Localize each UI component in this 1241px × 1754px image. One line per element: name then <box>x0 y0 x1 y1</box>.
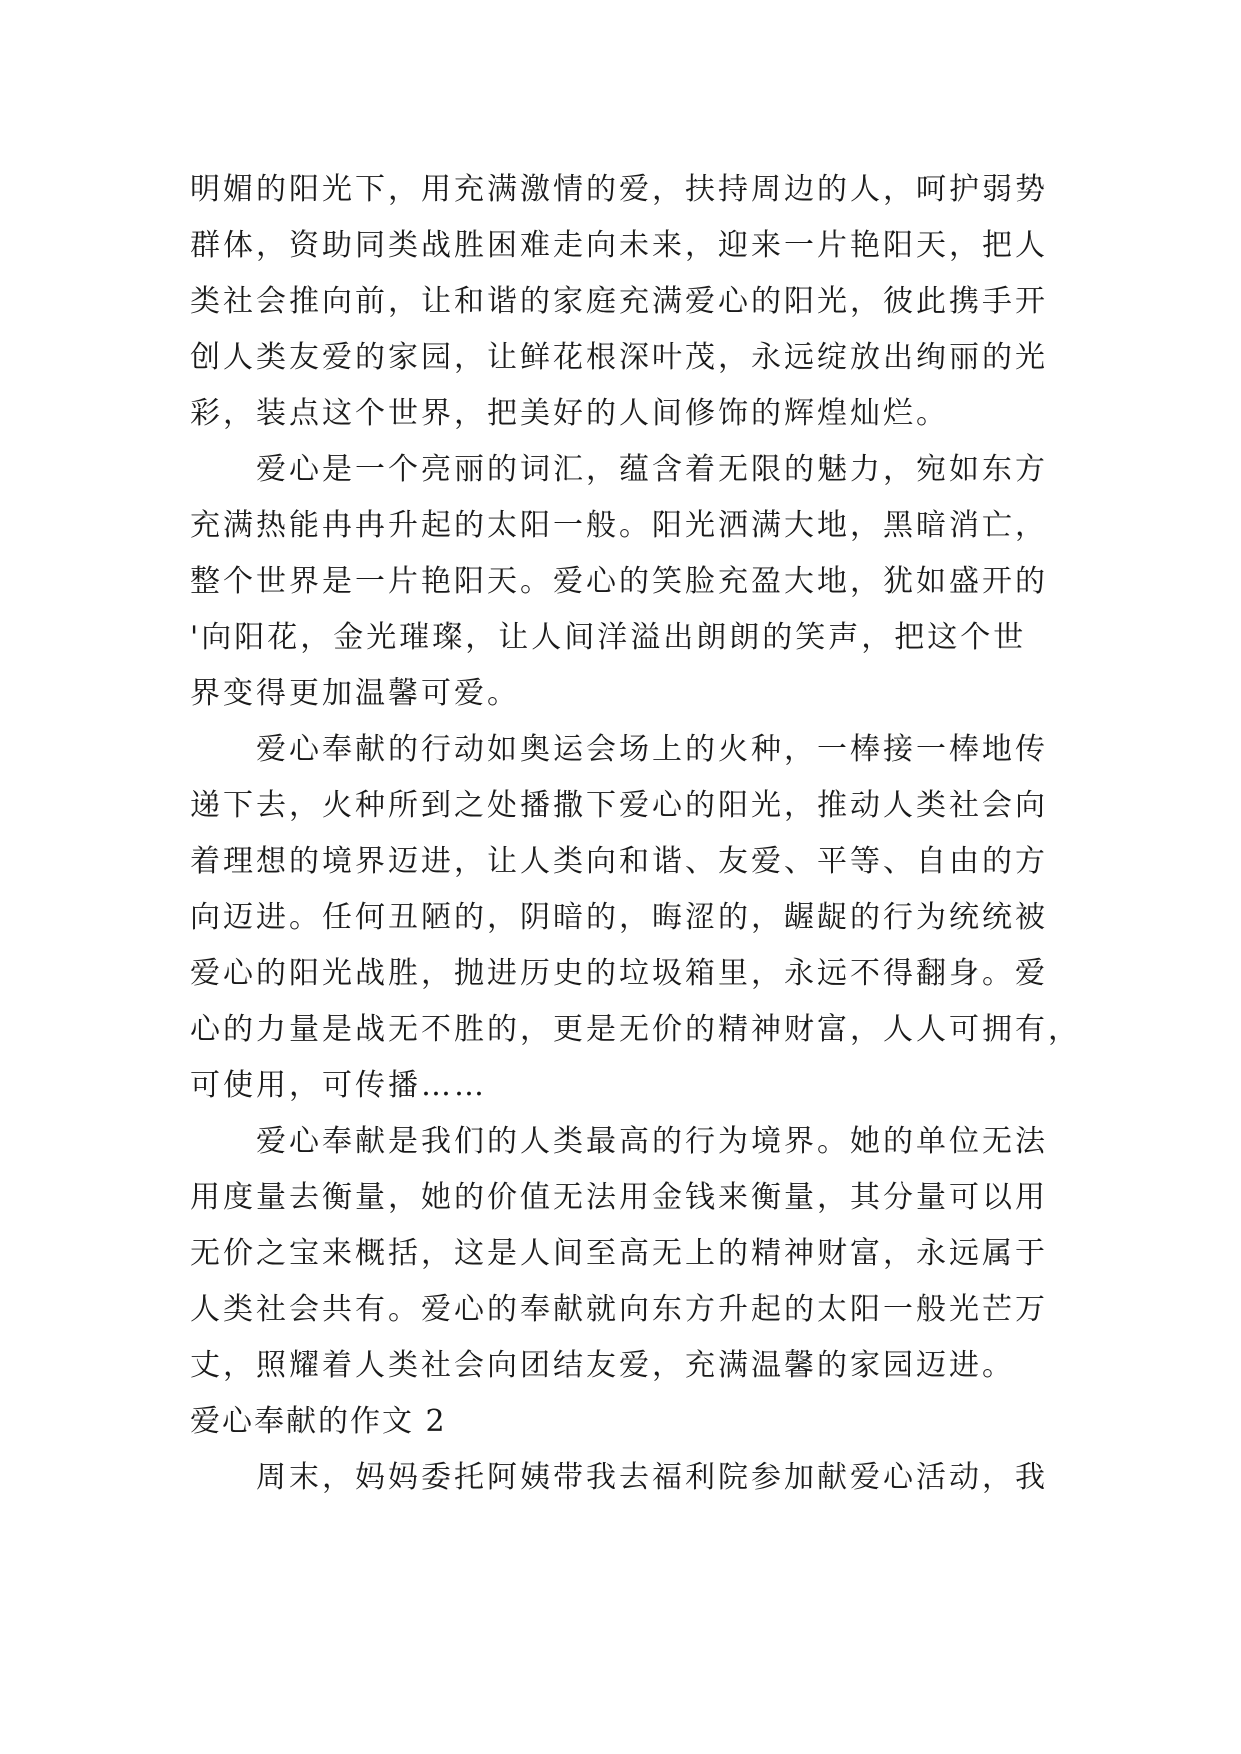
section-heading: 爱心奉献的作文 2 <box>190 1404 447 1439</box>
text-line: 可使用，可传播…… <box>190 1068 487 1103</box>
text-line: 无价之宝来概括，这是人间至高无上的精神财富，永远属于 <box>190 1236 1048 1271</box>
text-line: '向阳花，金光璀璨，让人间洋溢出朗朗的笑声，把这个世 <box>190 620 1027 655</box>
text-line: 向迈进。任何丑陋的，阴暗的，晦涩的，龌龊的行为统统被 <box>190 900 1048 935</box>
closing-line: 周末，妈妈委托阿姨带我去福利院参加献爱心活动，我 <box>256 1460 1048 1495</box>
paragraph-3 <box>190 722 1081 1114</box>
text-line: 用度量去衡量，她的价值无法用金钱来衡量，其分量可以用 <box>190 1180 1048 1215</box>
text-line: 群体，资助同类战胜困难走向未来，迎来一片艳阳天，把人 <box>190 228 1048 263</box>
paragraph-1 <box>190 162 1060 442</box>
text-line: 创人类友爱的家园，让鲜花根深叶茂，永远绽放出绚丽的光 <box>190 340 1048 375</box>
text-line: 充满热能冉冉升起的太阳一般。阳光洒满大地，黑暗消亡， <box>190 508 1048 543</box>
text-line: 界变得更加温馨可爱。 <box>190 676 520 711</box>
text-line: 丈，照耀着人类社会向团结友爱，充满温馨的家园迈进。 <box>190 1348 1015 1383</box>
document-body <box>190 162 1081 1506</box>
text-line: 爱心奉献是我们的人类最高的行为境界。她的单位无法 <box>256 1124 1048 1159</box>
text-line: 着理想的境界迈进，让人类向和谐、友爱、平等、自由的方 <box>190 844 1048 879</box>
text-line: 明媚的阳光下，用充满激情的爱，扶持周边的人，呵护弱势 <box>190 172 1048 207</box>
text-line: 心的力量是战无不胜的，更是无价的精神财富，人人可拥有， <box>190 1012 1081 1047</box>
text-line: 爱心奉献的行动如奥运会场上的火种，一棒接一棒地传 <box>256 732 1048 767</box>
paragraph-2 <box>190 442 1060 722</box>
text-line: 类社会推向前，让和谐的家庭充满爱心的阳光，彼此携手开 <box>190 284 1048 319</box>
paragraph-4 <box>190 1114 1060 1394</box>
text-line: 递下去，火种所到之处播撒下爱心的阳光，推动人类社会向 <box>190 788 1048 823</box>
text-line: 爱心的阳光战胜，抛进历史的垃圾箱里，永远不得翻身。爱 <box>190 956 1048 991</box>
text-line: 彩，装点这个世界，把美好的人间修饰的辉煌灿烂。 <box>190 396 949 431</box>
text-line: 爱心是一个亮丽的词汇，蕴含着无限的魅力，宛如东方 <box>256 452 1048 487</box>
text-line: 人类社会共有。爱心的奉献就向东方升起的太阳一般光芒万 <box>190 1292 1048 1327</box>
text-line: 整个世界是一片艳阳天。爱心的笑脸充盈大地，犹如盛开的 <box>190 564 1048 599</box>
